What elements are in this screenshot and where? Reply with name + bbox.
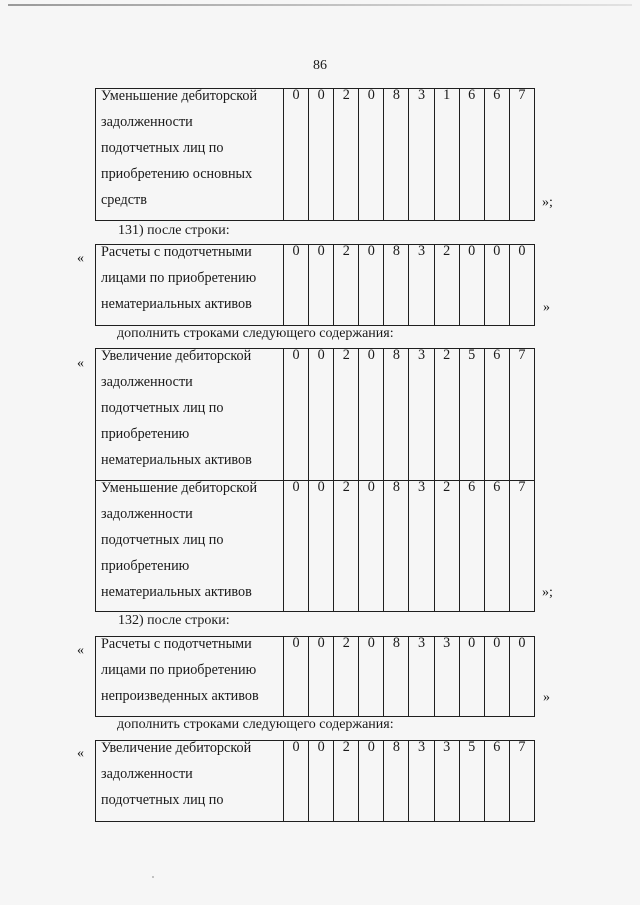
code-digit-cell — [309, 481, 334, 612]
code-digit: 2 — [342, 479, 350, 495]
code-digit-cell — [434, 741, 459, 822]
code-digit-cell — [284, 741, 309, 822]
label-line: подотчетных лиц по — [101, 532, 224, 548]
add-rows-heading: дополнить строками следующего содержания: — [117, 717, 394, 732]
code-digit-cell — [334, 349, 359, 481]
label-line: нематериальных активов — [101, 452, 252, 468]
code-digit: 0 — [317, 87, 325, 103]
closing-quote: » — [543, 300, 550, 315]
code-digit-cell — [384, 637, 409, 717]
code-digit: 7 — [518, 739, 526, 755]
table-row — [96, 741, 535, 822]
code-digit-cell — [484, 245, 509, 326]
row-label — [96, 343, 283, 473]
code-digit: 2 — [443, 243, 451, 259]
opening-quote: « — [77, 643, 84, 658]
label-line: подотчетных лиц по — [101, 792, 224, 808]
code-digit-cell — [509, 89, 534, 221]
code-digit: 0 — [493, 635, 501, 651]
code-digit: 0 — [367, 739, 375, 755]
code-digit: 0 — [367, 243, 375, 259]
code-digit-cell — [359, 637, 384, 717]
code-table-4 — [95, 636, 535, 717]
table-row — [96, 349, 535, 481]
code-digit: 3 — [417, 87, 426, 103]
code-digit-cell — [459, 481, 484, 612]
code-digit: 0 — [317, 739, 325, 755]
code-digit: 0 — [518, 635, 526, 651]
code-digit-cell — [484, 89, 509, 221]
code-digit: 2 — [443, 479, 451, 495]
code-digit: 0 — [468, 635, 476, 651]
code-digit: 5 — [468, 739, 476, 755]
code-digit-cell — [359, 245, 384, 326]
code-digit-cell — [284, 349, 309, 481]
row-label — [96, 631, 283, 709]
code-digit: 0 — [317, 479, 325, 495]
row-label — [96, 83, 283, 213]
label-line: Уменьшение дебиторской — [101, 88, 258, 104]
code-digit: 0 — [292, 739, 300, 755]
opening-quote: « — [77, 251, 84, 266]
code-table-2 — [95, 244, 535, 326]
code-digit-cell — [384, 481, 409, 612]
code-digit-cell — [384, 349, 409, 481]
label-line: задолженности — [101, 766, 193, 782]
code-digit-cell — [484, 349, 509, 481]
code-digit-cell — [484, 481, 509, 612]
code-digit: 2 — [342, 635, 350, 651]
code-digit-cell — [434, 349, 459, 481]
table-row — [96, 637, 535, 717]
code-digit-cell — [509, 481, 534, 612]
row-label-cell — [96, 349, 284, 481]
code-digit: 1 — [443, 87, 451, 103]
label-line: подотчетных лиц по — [101, 140, 224, 156]
code-digit-cell — [359, 89, 384, 221]
row-label — [96, 475, 283, 605]
code-digit: 6 — [493, 87, 501, 103]
code-digit-cell — [309, 89, 334, 221]
code-digit: 8 — [392, 243, 400, 259]
code-digit: 6 — [493, 479, 501, 495]
code-digit-cell — [459, 245, 484, 326]
label-line: лицами по приобретению — [101, 662, 257, 678]
item-131-heading: 131) после строки: — [118, 223, 230, 238]
label-line: приобретению — [101, 558, 190, 574]
label-line: Расчеты с подотчетными — [101, 636, 252, 652]
code-digit: 3 — [417, 635, 426, 651]
table-row — [96, 481, 535, 612]
code-digit-cell — [284, 245, 309, 326]
page-number: 86 — [313, 58, 327, 73]
code-digit-cell — [359, 481, 384, 612]
item-132-heading: 132) после строки: — [118, 613, 230, 628]
code-digit-cell — [409, 481, 434, 612]
code-digit: 3 — [417, 479, 426, 495]
code-digit-cell — [284, 481, 309, 612]
label-line: непроизведенных активов — [101, 688, 259, 704]
code-digit-cell — [434, 637, 459, 717]
code-digit: 0 — [292, 87, 300, 103]
code-digit: 8 — [392, 479, 400, 495]
code-digit: 0 — [518, 243, 526, 259]
row-label-cell — [96, 637, 284, 717]
code-digit-cell — [384, 245, 409, 326]
label-line: задолженности — [101, 374, 193, 390]
code-digit-cell — [309, 349, 334, 481]
code-digit-cell — [459, 637, 484, 717]
code-digit: 6 — [468, 87, 476, 103]
label-line: подотчетных лиц по — [101, 400, 224, 416]
code-digit-cell — [359, 349, 384, 481]
code-digit: 0 — [367, 479, 375, 495]
code-digit: 0 — [292, 347, 300, 363]
closing-quote-semicolon: »; — [542, 195, 553, 210]
code-digit-cell — [409, 89, 434, 221]
code-digit: 5 — [468, 347, 476, 363]
code-digit: 0 — [317, 243, 325, 259]
closing-quote-semicolon: »; — [542, 585, 553, 600]
label-line: задолженности — [101, 506, 193, 522]
code-digit: 6 — [493, 739, 501, 755]
code-digit-cell — [284, 89, 309, 221]
code-digit: 3 — [417, 347, 426, 363]
code-digit: 0 — [292, 243, 300, 259]
code-table-1 — [95, 88, 535, 221]
code-digit: 6 — [493, 347, 501, 363]
code-digit: 7 — [518, 87, 526, 103]
code-digit-cell — [309, 741, 334, 822]
label-line: нематериальных активов — [101, 296, 252, 312]
code-digit-cell — [334, 741, 359, 822]
code-digit-cell — [509, 637, 534, 717]
add-rows-heading: дополнить строками следующего содержания: — [117, 326, 394, 341]
code-digit-cell — [434, 245, 459, 326]
row-label-cell — [96, 89, 284, 221]
scan-speck — [152, 876, 154, 878]
code-digit: 0 — [292, 479, 300, 495]
code-digit: 2 — [342, 347, 350, 363]
code-digit: 3 — [443, 739, 451, 755]
code-digit-cell — [284, 637, 309, 717]
label-line: средств — [101, 192, 147, 208]
code-digit: 3 — [417, 739, 426, 755]
code-digit: 0 — [367, 87, 375, 103]
code-digit: 0 — [367, 635, 375, 651]
code-digit: 0 — [468, 243, 476, 259]
code-digit: 2 — [443, 347, 451, 363]
row-label — [96, 735, 283, 813]
code-digit-cell — [409, 637, 434, 717]
code-digit: 8 — [392, 739, 400, 755]
code-digit-cell — [384, 741, 409, 822]
code-digit-cell — [484, 637, 509, 717]
label-line: задолженности — [101, 114, 193, 130]
code-digit-cell — [484, 741, 509, 822]
code-digit-cell — [309, 637, 334, 717]
code-table-5 — [95, 740, 535, 822]
code-digit: 8 — [392, 347, 400, 363]
code-digit: 8 — [392, 635, 400, 651]
table-row — [96, 245, 535, 326]
label-line: Увеличение дебиторской — [101, 740, 252, 756]
code-digit-cell — [409, 349, 434, 481]
code-digit: 0 — [367, 347, 375, 363]
code-digit: 3 — [417, 243, 426, 259]
code-digit: 2 — [342, 87, 350, 103]
code-digit-cell — [434, 89, 459, 221]
code-digit: 3 — [443, 635, 451, 651]
code-digit-cell — [309, 245, 334, 326]
label-line: приобретению основных — [101, 166, 253, 182]
label-line: Увеличение дебиторской — [101, 348, 252, 364]
row-label — [96, 239, 283, 317]
code-digit-cell — [434, 481, 459, 612]
code-digit: 0 — [317, 347, 325, 363]
row-label-cell — [96, 245, 284, 326]
opening-quote: « — [77, 356, 84, 371]
code-digit-cell — [334, 89, 359, 221]
row-label-cell — [96, 481, 284, 612]
label-line: Уменьшение дебиторской — [101, 480, 258, 496]
code-digit: 0 — [292, 635, 300, 651]
table-row — [96, 89, 535, 221]
code-digit-cell — [459, 89, 484, 221]
code-digit-cell — [409, 741, 434, 822]
code-digit-cell — [384, 89, 409, 221]
label-line: Расчеты с подотчетными — [101, 244, 252, 260]
code-digit-cell — [334, 245, 359, 326]
row-label-cell — [96, 741, 284, 822]
code-digit: 6 — [468, 479, 476, 495]
label-line: нематериальных активов — [101, 584, 252, 600]
code-digit: 2 — [342, 739, 350, 755]
code-digit: 0 — [493, 243, 501, 259]
code-digit-cell — [509, 741, 534, 822]
code-digit-cell — [334, 637, 359, 717]
label-line: приобретению — [101, 426, 190, 442]
closing-quote: » — [543, 690, 550, 705]
label-line: лицами по приобретению — [101, 270, 257, 286]
code-digit-cell — [459, 349, 484, 481]
code-digit: 2 — [342, 243, 350, 259]
code-digit-cell — [509, 245, 534, 326]
code-digit: 7 — [518, 347, 526, 363]
code-digit-cell — [359, 741, 384, 822]
code-digit-cell — [509, 349, 534, 481]
opening-quote: « — [77, 746, 84, 761]
code-digit: 0 — [317, 635, 325, 651]
code-digit: 7 — [518, 479, 526, 495]
code-digit-cell — [409, 245, 434, 326]
code-table-3 — [95, 348, 535, 612]
code-digit-cell — [334, 481, 359, 612]
code-digit: 8 — [392, 87, 400, 103]
code-digit-cell — [459, 741, 484, 822]
scan-edge-line — [8, 4, 632, 6]
